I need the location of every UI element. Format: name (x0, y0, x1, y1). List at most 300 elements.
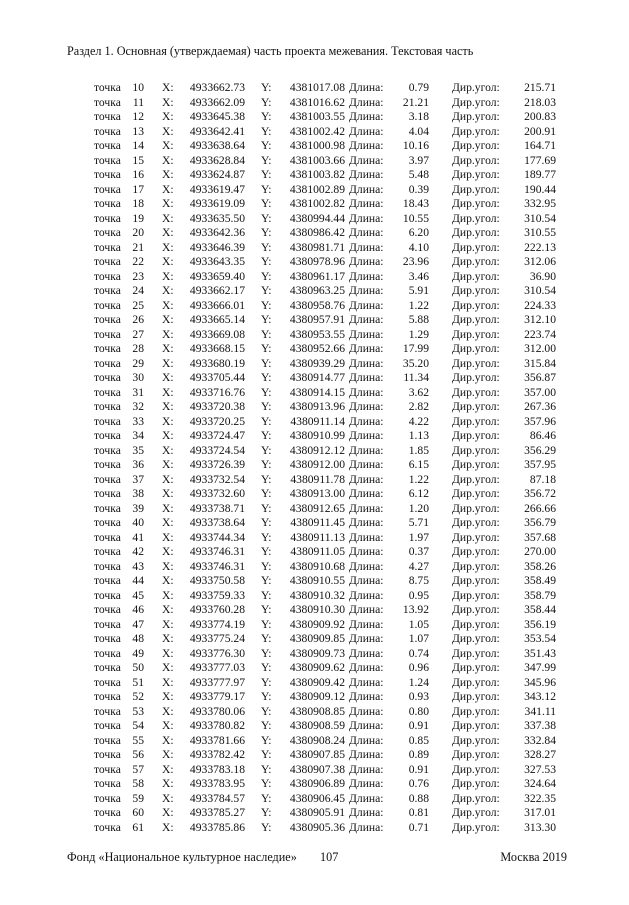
point-label: точка (94, 704, 121, 718)
point-label: точка (94, 269, 121, 283)
x-value: 4933777.97 (189, 675, 245, 689)
angle-value: 177.69 (524, 153, 556, 167)
x-label: X: (162, 661, 174, 674)
y-label: Y: (261, 81, 272, 94)
point-label: точка (94, 226, 121, 239)
angle-label: Дир.угол: (452, 240, 500, 254)
length-value: 0.80 (408, 704, 429, 718)
x-label: X: (162, 646, 174, 660)
length-value: 1.85 (408, 443, 429, 457)
x-value: 4933724.47 (189, 429, 245, 442)
point-number: 40 (132, 516, 144, 529)
y-label: Y: (261, 516, 272, 529)
length-label: Длина: (349, 472, 384, 486)
x-label: X: (162, 530, 174, 544)
y-value: 4380914.15 (289, 385, 345, 399)
length-value: 0.81 (408, 806, 429, 819)
point-number: 50 (132, 661, 144, 674)
point-number: 36 (132, 458, 144, 471)
point-label: точка (94, 81, 121, 94)
x-label: X: (162, 559, 174, 573)
length-value: 0.93 (408, 690, 429, 703)
x-label: X: (162, 501, 174, 515)
x-value: 4933726.39 (189, 458, 245, 471)
x-value: 4933780.82 (189, 719, 245, 732)
x-label: X: (162, 95, 174, 109)
point-label: точка (94, 110, 121, 123)
point-label: точка (94, 733, 121, 747)
x-value: 4933668.15 (189, 342, 245, 355)
table-row (0, 748, 629, 763)
point-number: 12 (132, 110, 144, 123)
table-row (0, 342, 629, 357)
point-number: 11 (132, 95, 144, 109)
length-label: Длина: (349, 719, 384, 732)
length-value: 3.97 (408, 153, 429, 167)
table-row (0, 676, 629, 691)
point-number: 54 (132, 719, 144, 732)
y-label: Y: (261, 255, 272, 268)
length-value: 21.21 (402, 95, 429, 109)
angle-value: 224.33 (524, 298, 556, 312)
y-label: Y: (261, 501, 272, 515)
length-label: Длина: (349, 313, 384, 326)
x-label: X: (162, 356, 174, 370)
point-label: точка (94, 545, 121, 558)
table-row (0, 777, 629, 792)
table-row (0, 313, 629, 328)
length-label: Длина: (349, 400, 384, 413)
angle-label: Дир.угол: (452, 81, 500, 94)
angle-label: Дир.угол: (452, 603, 500, 616)
angle-label: Дир.угол: (452, 501, 500, 515)
x-value: 4933750.58 (189, 574, 245, 587)
angle-label: Дир.угол: (452, 661, 500, 674)
length-label: Длина: (349, 748, 384, 761)
x-value: 4933781.66 (189, 733, 245, 747)
length-value: 0.88 (408, 791, 429, 805)
length-value: 0.91 (408, 762, 429, 776)
angle-value: 310.55 (524, 226, 556, 239)
point-label: точка (94, 574, 121, 587)
angle-value: 332.95 (524, 197, 556, 210)
length-label: Длина: (349, 675, 384, 689)
length-value: 6.20 (408, 226, 429, 239)
y-value: 4380994.44 (289, 211, 345, 225)
angle-label: Дир.угол: (452, 327, 500, 341)
point-label: точка (94, 298, 121, 312)
table-row (0, 690, 629, 705)
table-row (0, 632, 629, 647)
length-value: 10.16 (402, 139, 429, 152)
y-value: 4380910.30 (289, 603, 345, 616)
length-label: Длина: (349, 501, 384, 515)
point-number: 33 (132, 414, 144, 428)
angle-label: Дир.угол: (452, 182, 500, 196)
angle-value: 266.66 (524, 501, 556, 515)
y-label: Y: (261, 95, 272, 109)
x-label: X: (162, 110, 174, 123)
y-value: 4380909.42 (289, 675, 345, 689)
y-value: 4380914.77 (289, 371, 345, 384)
x-value: 4933638.64 (189, 139, 245, 152)
x-value: 4933635.50 (189, 211, 245, 225)
y-label: Y: (261, 443, 272, 457)
length-label: Длина: (349, 458, 384, 471)
y-label: Y: (261, 574, 272, 587)
point-label: точка (94, 211, 121, 225)
length-value: 2.82 (408, 400, 429, 413)
y-value: 4380907.85 (289, 748, 345, 761)
point-number: 49 (132, 646, 144, 660)
angle-label: Дир.угол: (452, 719, 500, 732)
length-label: Длина: (349, 255, 384, 268)
point-number: 47 (132, 617, 144, 631)
table-row (0, 284, 629, 299)
length-value: 5.48 (408, 168, 429, 181)
length-label: Длина: (349, 327, 384, 341)
table-row (0, 255, 629, 270)
y-label: Y: (261, 762, 272, 776)
y-label: Y: (261, 530, 272, 544)
angle-label: Дир.угол: (452, 472, 500, 486)
table-row (0, 429, 629, 444)
point-number: 26 (132, 313, 144, 326)
point-number: 10 (132, 81, 144, 94)
angle-label: Дир.угол: (452, 820, 500, 834)
y-label: Y: (261, 356, 272, 370)
point-label: точка (94, 371, 121, 384)
x-label: X: (162, 226, 174, 239)
x-value: 4933662.73 (189, 81, 245, 94)
length-value: 5.71 (408, 516, 429, 529)
x-value: 4933782.42 (189, 748, 245, 761)
angle-value: 356.79 (524, 516, 556, 529)
x-label: X: (162, 632, 174, 645)
x-label: X: (162, 269, 174, 283)
table-row (0, 705, 629, 720)
table-row (0, 473, 629, 488)
length-label: Длина: (349, 110, 384, 123)
x-value: 4933732.60 (189, 487, 245, 500)
y-value: 4380907.38 (289, 762, 345, 776)
y-value: 4380912.00 (289, 458, 345, 471)
length-value: 4.10 (408, 240, 429, 254)
point-number: 41 (132, 530, 144, 544)
point-number: 28 (132, 342, 144, 355)
y-value: 4380909.73 (289, 646, 345, 660)
x-value: 4933659.40 (189, 269, 245, 283)
angle-label: Дир.угол: (452, 777, 500, 790)
x-label: X: (162, 327, 174, 341)
y-label: Y: (261, 545, 272, 558)
x-value: 4933777.03 (189, 661, 245, 674)
angle-label: Дир.угол: (452, 559, 500, 573)
angle-value: 347.99 (524, 661, 556, 674)
length-value: 0.74 (408, 646, 429, 660)
y-value: 4380913.00 (289, 487, 345, 500)
angle-label: Дир.угол: (452, 211, 500, 225)
y-label: Y: (261, 313, 272, 326)
point-label: точка (94, 603, 121, 616)
y-label: Y: (261, 632, 272, 645)
angle-label: Дир.угол: (452, 139, 500, 152)
y-value: 4380953.55 (289, 327, 345, 341)
y-value: 4380908.59 (289, 719, 345, 732)
angle-value: 357.68 (524, 530, 556, 544)
table-row (0, 560, 629, 575)
point-number: 58 (132, 777, 144, 790)
x-value: 4933705.44 (189, 371, 245, 384)
length-label: Длина: (349, 530, 384, 544)
angle-label: Дир.угол: (452, 588, 500, 602)
y-label: Y: (261, 269, 272, 283)
y-label: Y: (261, 429, 272, 442)
angle-value: 215.71 (524, 81, 556, 94)
page-number: 107 (320, 850, 339, 864)
angle-value: 218.03 (524, 95, 556, 109)
y-label: Y: (261, 646, 272, 660)
angle-value: 317.01 (524, 806, 556, 819)
table-row (0, 618, 629, 633)
x-value: 4933784.57 (189, 791, 245, 805)
x-value: 4933666.01 (189, 298, 245, 312)
point-label: точка (94, 400, 121, 413)
point-label: точка (94, 588, 121, 602)
point-number: 37 (132, 472, 144, 486)
y-label: Y: (261, 197, 272, 210)
y-value: 4380913.96 (289, 400, 345, 413)
y-label: Y: (261, 168, 272, 181)
length-label: Длина: (349, 762, 384, 776)
x-value: 4933645.38 (189, 110, 245, 123)
y-label: Y: (261, 110, 272, 123)
point-number: 21 (132, 240, 144, 254)
y-label: Y: (261, 820, 272, 834)
length-label: Длина: (349, 603, 384, 616)
table-row (0, 589, 629, 604)
y-label: Y: (261, 385, 272, 399)
table-row (0, 502, 629, 517)
x-label: X: (162, 414, 174, 428)
x-label: X: (162, 690, 174, 703)
table-row (0, 328, 629, 343)
length-value: 6.15 (408, 458, 429, 471)
y-label: Y: (261, 806, 272, 819)
x-label: X: (162, 516, 174, 529)
y-label: Y: (261, 704, 272, 718)
angle-label: Дир.угол: (452, 646, 500, 660)
point-label: точка (94, 313, 121, 326)
point-number: 34 (132, 429, 144, 442)
point-number: 51 (132, 675, 144, 689)
point-label: точка (94, 153, 121, 167)
angle-value: 322.35 (524, 791, 556, 805)
angle-label: Дир.угол: (452, 197, 500, 210)
x-value: 4933783.95 (189, 777, 245, 790)
point-label: точка (94, 255, 121, 268)
x-value: 4933680.19 (189, 356, 245, 370)
length-label: Длина: (349, 733, 384, 747)
table-row (0, 110, 629, 125)
y-value: 4380906.89 (289, 777, 345, 790)
length-value: 0.95 (408, 588, 429, 602)
length-label: Длина: (349, 704, 384, 718)
length-value: 17.99 (402, 342, 429, 355)
x-value: 4933744.34 (189, 530, 245, 544)
y-value: 4380912.12 (289, 443, 345, 457)
y-value: 4381000.98 (289, 139, 345, 152)
y-label: Y: (261, 342, 272, 355)
angle-label: Дир.угол: (452, 168, 500, 181)
y-value: 4380911.45 (290, 516, 345, 529)
table-row (0, 531, 629, 546)
angle-value: 189.77 (524, 168, 556, 181)
point-number: 35 (132, 443, 144, 457)
x-label: X: (162, 458, 174, 471)
y-label: Y: (261, 748, 272, 761)
angle-label: Дир.угол: (452, 617, 500, 631)
x-value: 4933662.17 (189, 284, 245, 297)
length-value: 0.96 (408, 661, 429, 674)
table-row (0, 415, 629, 430)
x-value: 4933779.17 (189, 690, 245, 703)
x-label: X: (162, 182, 174, 196)
x-value: 4933642.36 (189, 226, 245, 239)
point-number: 61 (132, 820, 144, 834)
point-label: точка (94, 240, 121, 254)
x-value: 4933619.09 (189, 197, 245, 210)
table-row (0, 821, 629, 836)
length-label: Длина: (349, 139, 384, 152)
y-label: Y: (261, 284, 272, 297)
x-value: 4933785.86 (189, 820, 245, 834)
x-value: 4933783.18 (189, 762, 245, 776)
angle-label: Дир.угол: (452, 153, 500, 167)
length-label: Длина: (349, 182, 384, 196)
point-label: точка (94, 472, 121, 486)
table-row (0, 81, 629, 96)
x-label: X: (162, 400, 174, 413)
length-label: Длина: (349, 168, 384, 181)
x-label: X: (162, 791, 174, 805)
point-number: 22 (132, 255, 144, 268)
y-label: Y: (261, 211, 272, 225)
length-label: Длина: (349, 298, 384, 312)
length-value: 1.13 (408, 429, 429, 442)
y-value: 4380909.62 (289, 661, 345, 674)
length-label: Длина: (349, 661, 384, 674)
x-value: 4933619.47 (189, 182, 245, 196)
table-row (0, 400, 629, 415)
y-value: 4380905.91 (289, 806, 345, 819)
angle-value: 356.87 (524, 371, 556, 384)
point-number: 31 (132, 385, 144, 399)
angle-value: 223.74 (524, 327, 556, 341)
length-value: 0.71 (408, 820, 429, 834)
x-label: X: (162, 211, 174, 225)
table-row (0, 719, 629, 734)
table-row (0, 647, 629, 662)
x-label: X: (162, 603, 174, 616)
x-label: X: (162, 153, 174, 167)
angle-label: Дир.угол: (452, 342, 500, 355)
length-label: Длина: (349, 487, 384, 500)
point-number: 18 (132, 197, 144, 210)
x-value: 4933720.25 (189, 414, 245, 428)
length-value: 1.97 (408, 530, 429, 544)
x-value: 4933746.31 (189, 545, 245, 558)
point-label: точка (94, 719, 121, 732)
length-value: 18.43 (402, 197, 429, 210)
angle-value: 86.46 (529, 429, 556, 442)
length-value: 8.75 (408, 574, 429, 587)
length-value: 1.20 (408, 501, 429, 515)
y-label: Y: (261, 487, 272, 500)
angle-label: Дир.угол: (452, 124, 500, 138)
y-value: 4381017.08 (289, 81, 345, 94)
y-label: Y: (261, 733, 272, 747)
angle-value: 315.84 (524, 356, 556, 370)
angle-label: Дир.угол: (452, 226, 500, 239)
angle-value: 222.13 (524, 240, 556, 254)
angle-value: 328.27 (524, 748, 556, 761)
length-value: 1.22 (408, 298, 429, 312)
x-label: X: (162, 806, 174, 819)
point-number: 45 (132, 588, 144, 602)
point-number: 27 (132, 327, 144, 341)
y-value: 4381003.55 (289, 110, 345, 123)
angle-value: 332.84 (524, 733, 556, 747)
point-label: точка (94, 632, 121, 645)
point-label: точка (94, 559, 121, 573)
angle-value: 87.18 (529, 472, 556, 486)
length-label: Длина: (349, 820, 384, 834)
x-label: X: (162, 487, 174, 500)
length-value: 0.85 (408, 733, 429, 747)
table-row (0, 226, 629, 241)
length-value: 5.88 (408, 313, 429, 326)
x-value: 4933628.84 (189, 153, 245, 167)
x-label: X: (162, 385, 174, 399)
angle-value: 313.30 (524, 820, 556, 834)
x-label: X: (162, 588, 174, 602)
length-label: Длина: (349, 269, 384, 283)
x-label: X: (162, 371, 174, 384)
length-value: 4.22 (408, 414, 429, 428)
x-value: 4933716.76 (189, 385, 245, 399)
length-value: 1.29 (408, 327, 429, 341)
angle-value: 353.54 (524, 632, 556, 645)
angle-label: Дир.угол: (452, 806, 500, 819)
point-number: 46 (132, 603, 144, 616)
angle-label: Дир.угол: (452, 458, 500, 471)
point-number: 38 (132, 487, 144, 500)
length-label: Длина: (349, 342, 384, 355)
point-number: 20 (132, 226, 144, 239)
point-label: точка (94, 414, 121, 428)
length-value: 1.22 (408, 472, 429, 486)
length-value: 11.34 (403, 371, 429, 384)
length-label: Длина: (349, 443, 384, 457)
point-number: 52 (132, 690, 144, 703)
length-value: 4.27 (408, 559, 429, 573)
angle-label: Дир.угол: (452, 632, 500, 645)
length-value: 1.24 (408, 675, 429, 689)
angle-value: 341.11 (524, 704, 556, 718)
length-label: Длина: (349, 617, 384, 631)
point-label: точка (94, 530, 121, 544)
